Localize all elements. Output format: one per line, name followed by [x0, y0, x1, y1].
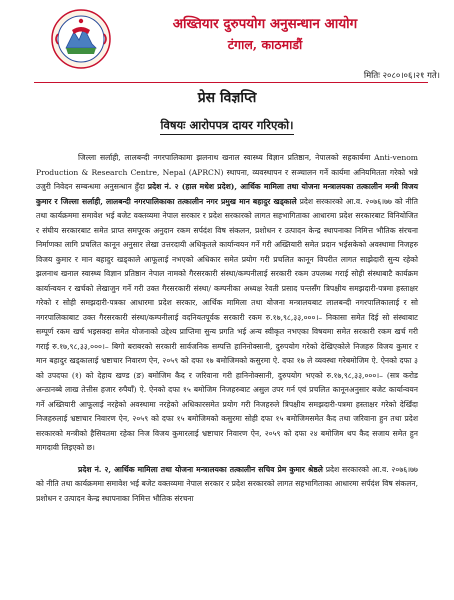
document-body [36, 151, 418, 506]
organization-address: टंगाल, काठमाडौं [227, 37, 303, 52]
text-run: जिल्ला सर्लाही, लालबन्दी नगरपालिकामा झलनाथ खनाल स्वास्थ्य विज्ञान प्रतिष्ठान, नेपालको सहकार्यमा Anti-venom Production & Research Centre, Nepal (APRCN) स्थापना, व्यवस्थापन र सञ्चालन गर्ने कार्यमा अनियमितता गरेको भन्ने उजुरी निवेदन सम्बन्धमा अनुसन्धान हुँदा [36, 153, 418, 191]
body-paragraph-1 [36, 151, 418, 456]
document-title: प्रेस विज्ञप्ति [197, 90, 257, 106]
text-run: प्रदेश सरकारको आ.व. २०७६।७७ को नीति तथा कार्यक्रममा समावेश भई बजेट वक्तव्यमा नेपाल सरकार र प्रदेश सरकारको लागत सहभागिताका आधारमा सर्पदंश विष संकलन, प्रशोधन र उत्पादन केन्द्र स्थापनाका निमित्त भौतिक संरचना [36, 464, 418, 503]
text-run: प्रदेश नं. २ (हाल मधेश प्रदेश), आर्थिक मामिला तथा योजना मन्त्रालयका तत्कालीन मन्त्री विजय कुमार र जिल्ला सर्लाही, लालबन्दी नगरपालिकाका तत्कालीन नगर प्रमुख मान बहादुर खड्काले [36, 182, 418, 206]
nepal-emblem-icon [50, 8, 112, 70]
text-run: प्रदेश सरकारको आ.व. २०७६।७७ को नीति तथा कार्यक्रममा समावेश भई बजेट वक्तव्यमा नेपाल सरकार र प्रदेश सरकारको लागत सहभागिताका आधारमा प्रदेश सरकारबाट विनियोजित र संघीय सरकारबाट समेत प्राप्त समपूरक अनुदान रकम सर्पदंश विष संकलन, प्रशोधन र उत्पादन केन्द्र स्थापनाका निमित्त भौतिक संरचना निर्माणका लागि प्रचलित कानून अनुसार लेखा उत्तरदायी अधिकृतले कार्यान्वयन गर्ने गरी अख्तियारी समेत प्रदान भईसकेको अवस्थामा निजहरु विजय कुमार र मान बहादुर खड्काले आफूलाई नभएको अधिकार समेत प्रयोग गरी प्रचलित कानून विपरीत लागत साझेदारी सुन्य रहेको झलनाथ खनाल स्वास्थ्य विज्ञान प्रतिष्ठान नेपाल नामको गैरसरकारी संस्था/कम्पनीलाई सरकारी रकम उपलब्ध गराई सोही संस्थाबाटै कार्यक्रम कार्यान्वयन र खर्चको लेखाजुन गर्ने गरी उक्त गैरसरकारी संस्था/ कम्पनीका अध्यक्ष रेवती प्रसाद पन्तसँग त्रिपक्षीय समझदारी-पत्रमा हस्ताक्षर गरेको र सोही समझदारी-पत्रका आधारमा प्रदेश सरकार, आर्थिक मामिला तथा योजना मन्त्रालयबाट लालबन्दी नगरपालिकालाई र सो नगरपालिकाबाट उक्त गैरसरकारी संस्था/कम्पनीलाई वदनियतपूर्वक सरकारी रकम रु.१७,९८,३३,०००।– निकासा समेत दिई सो संस्थाबाट सम्पूर्ण रकम खर्च भइसक्दा समेत योजनाको उद्देश्य प्राप्तिमा सुन्य प्रगति भई अन्य स्वीकृत नभएका विषयमा समेत सरकारी रकम खर्च गरी गराई रु.१७,९८,३३,०००।– बिगो बराबरको सरकारी सार्वजनिक सम्पत्ति हानिनोक्सानी, दुरुपयोग गरेको देखिएकोले निजहरु विजय कुमार र मान बहादुर खड्कालाई भ्रष्टाचार निवारण ऐन, २०५९ को दफा १७ बमोजिमको कसुरमा ऐ. दफा १७ ले व्यवस्था गरेबमोजिम ऐ. ऐनको दफा ३ को उपदफा (१) को देहाय खण्ड (ङ) बमोजिम कैद र जरिवाना गरी हानिनोक्सानी, दुरुपयोग भएको रु.१७,९८,३३,०००।– (सत्र करोड अन्ठानब्बे लाख तेत्तीस हजार रुपैयाँ) ऐ. ऐनको दफा १५ बमोजिम निजहरुबाट असुल उपर गर्न एवं प्रचलित कानूनअनुसार बजेट कार्यान्वयन गर्ने अख्तियारी आफूलाई नरहेको अवस्थामा नरहेको अधिकारसमेत प्रयोग गरी निजहरुले त्रिपक्षीय समझदारी-पत्रमा हस्ताक्षर गरेको देखिँदा निजहरुलाई भ्रष्टाचार निवारण ऐन, २०५९ को दफा १५ बमोजिमको कसुरमा सोही दफा १५ बमोजिमसमेत कैद तथा जरिवाना हुन तथा प्रदेश सरकारको मन्त्रीको हैसियतमा रहेका निज विजय कुमारलाई भ्रष्टाचार निवारण ऐन, २०५९ को दफा २४ बमोजिम थप कैद सजाय समेत हुन मागदावी लिइएको छ। [36, 196, 418, 452]
subject-text: विषयः आरोपपत्र दायर गरिएको। [160, 118, 293, 135]
text-run: प्रदेश नं. २, आर्थिक मामिला तथा योजना मन्त्रालयका तत्कालीन सचिव प्रेम कुमार श्रेष्ठले [78, 464, 323, 474]
body-paragraph-2 [36, 463, 418, 507]
organization-name: अख्तियार दुरुपयोग अनुसन्धान आयोग [172, 16, 358, 32]
date-line: मितिः २०८०।०६।२१ गते। [363, 71, 440, 81]
subject-line [0, 114, 454, 135]
header-divider [34, 82, 428, 83]
